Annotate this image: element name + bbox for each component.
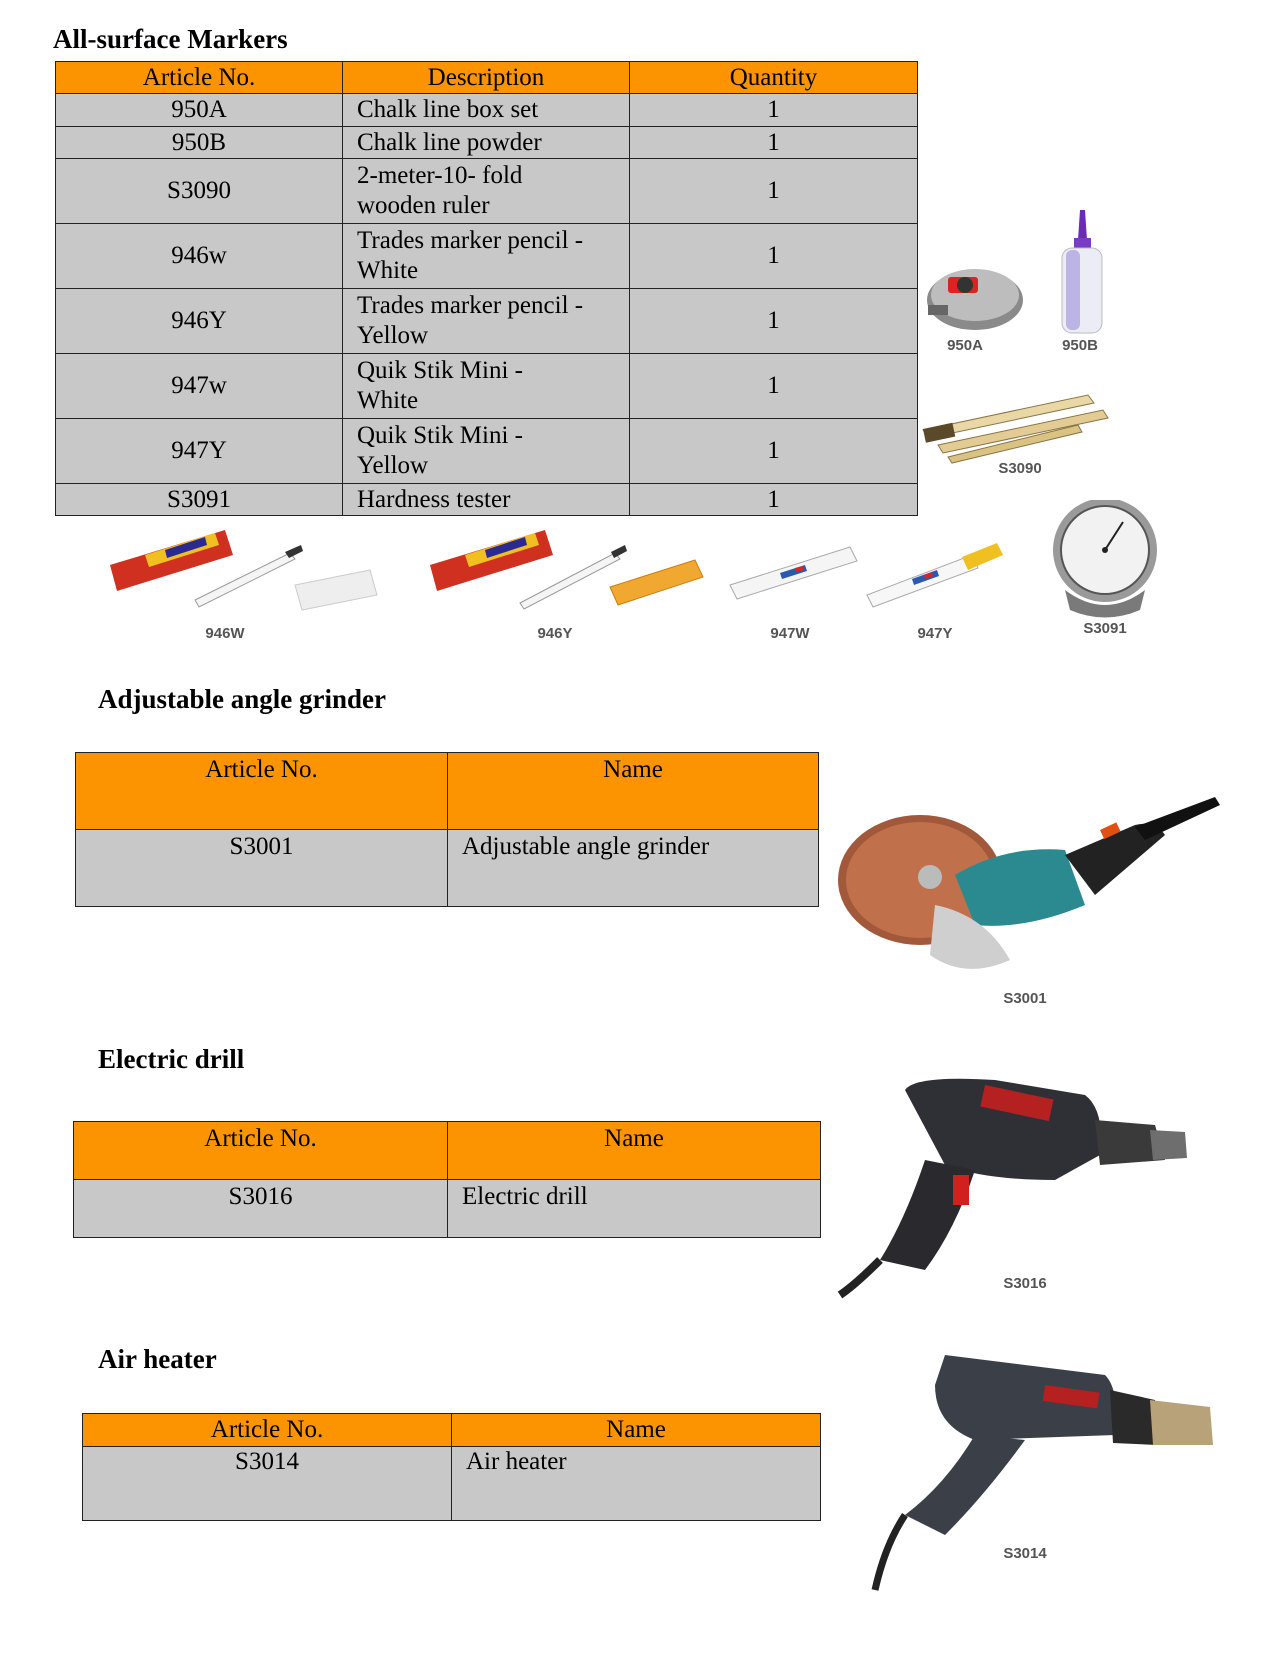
- description-line: Quik Stik Mini -: [357, 357, 523, 384]
- article-cell: S3001: [76, 830, 448, 907]
- caption-s3090: S3090: [998, 460, 1042, 477]
- caption-946w: 946W: [205, 625, 245, 642]
- chalk-line-box-image: [920, 255, 1040, 335]
- caption-947w: 947W: [770, 625, 810, 642]
- table-row: [56, 127, 918, 159]
- table-row: [74, 1180, 821, 1238]
- electric-drill-image: [835, 1070, 1215, 1310]
- description-cell: [343, 289, 630, 354]
- quik-stik-white-image: [725, 535, 865, 605]
- table-row: [56, 159, 918, 224]
- caption-950a: 950A: [947, 337, 983, 354]
- quantity-cell: 1: [630, 289, 918, 354]
- folding-ruler-image: [918, 385, 1118, 465]
- description-cell: Chalk line powder: [343, 127, 630, 159]
- description-line: Yellow: [357, 322, 429, 349]
- table-row: [56, 224, 918, 289]
- header-article-no: Article No.: [56, 62, 343, 94]
- quantity-cell: 1: [630, 94, 918, 127]
- description-cell: Hardness tester: [343, 484, 630, 516]
- marker-pencil-yellow-set-image: [425, 525, 710, 615]
- description-line: 2-meter-10- fold: [357, 162, 523, 189]
- description-cell: [343, 224, 630, 289]
- header-name: Name: [448, 1122, 821, 1180]
- drill-table: [73, 1121, 821, 1238]
- table-row: [56, 289, 918, 354]
- description-line: Quik Stik Mini -: [357, 422, 523, 449]
- article-cell: 946Y: [56, 289, 343, 354]
- description-line: wooden ruler: [357, 192, 490, 219]
- section-title-heater: Air heater: [98, 1344, 217, 1374]
- table-header-row: [56, 62, 918, 94]
- angle-grinder-image: [835, 785, 1225, 985]
- caption-s3016: S3016: [1003, 1275, 1047, 1292]
- article-cell: 950B: [56, 127, 343, 159]
- hardness-tester-image: [1045, 500, 1165, 625]
- article-cell: 947w: [56, 354, 343, 419]
- name-cell: Air heater: [452, 1447, 821, 1521]
- header-article-no: Article No.: [83, 1414, 452, 1447]
- article-cell: 950A: [56, 94, 343, 127]
- table-header-row: [74, 1122, 821, 1180]
- quantity-cell: 1: [630, 159, 918, 224]
- quantity-cell: 1: [630, 127, 918, 159]
- header-description: Description: [343, 62, 630, 94]
- caption-946y: 946Y: [537, 625, 573, 642]
- table-row: [56, 419, 918, 484]
- quik-stik-yellow-image: [862, 535, 1007, 610]
- article-cell: S3014: [83, 1447, 452, 1521]
- description-line: Trades marker pencil -: [357, 292, 584, 319]
- article-cell: S3016: [74, 1180, 448, 1238]
- chalk-powder-bottle-image: [1052, 210, 1112, 335]
- header-article-no: Article No.: [74, 1122, 448, 1180]
- table-row: [56, 354, 918, 419]
- table-header-row: [76, 753, 819, 830]
- header-name: Name: [448, 753, 819, 830]
- description-cell: [343, 159, 630, 224]
- heater-table: [82, 1413, 821, 1521]
- markers-table: [55, 61, 918, 516]
- article-cell: 946w: [56, 224, 343, 289]
- grinder-table: [75, 752, 819, 907]
- table-row: [76, 830, 819, 907]
- table-header-row: [83, 1414, 821, 1447]
- quantity-cell: 1: [630, 484, 918, 516]
- description-line: Trades marker pencil -: [357, 227, 584, 254]
- name-cell: Electric drill: [448, 1180, 821, 1238]
- marker-pencil-white-set-image: [105, 525, 390, 615]
- section-title-drill: Electric drill: [98, 1044, 245, 1074]
- quantity-cell: 1: [630, 224, 918, 289]
- caption-947y: 947Y: [917, 625, 953, 642]
- table-row: [56, 94, 918, 127]
- caption-s3091: S3091: [1083, 620, 1127, 637]
- description-cell: Chalk line box set: [343, 94, 630, 127]
- header-name: Name: [452, 1414, 821, 1447]
- caption-950b: 950B: [1062, 337, 1098, 354]
- description-cell: [343, 419, 630, 484]
- quantity-cell: 1: [630, 354, 918, 419]
- description-line: Yellow: [357, 452, 429, 479]
- table-row: [83, 1447, 821, 1521]
- article-cell: S3091: [56, 484, 343, 516]
- quantity-cell: 1: [630, 419, 918, 484]
- article-cell: 947Y: [56, 419, 343, 484]
- section-title-markers: All-surface Markers: [53, 24, 288, 54]
- description-cell: [343, 354, 630, 419]
- caption-s3001: S3001: [1003, 990, 1047, 1007]
- description-line: White: [357, 387, 419, 414]
- description-line: White: [357, 257, 419, 284]
- name-cell: Adjustable angle grinder: [448, 830, 819, 907]
- article-cell: S3090: [56, 159, 343, 224]
- caption-s3014: S3014: [1003, 1545, 1047, 1562]
- table-row: [56, 484, 918, 516]
- section-title-grinder: Adjustable angle grinder: [98, 684, 387, 714]
- header-quantity: Quantity: [630, 62, 918, 94]
- air-heater-image: [865, 1345, 1245, 1605]
- header-article-no: Article No.: [76, 753, 448, 830]
